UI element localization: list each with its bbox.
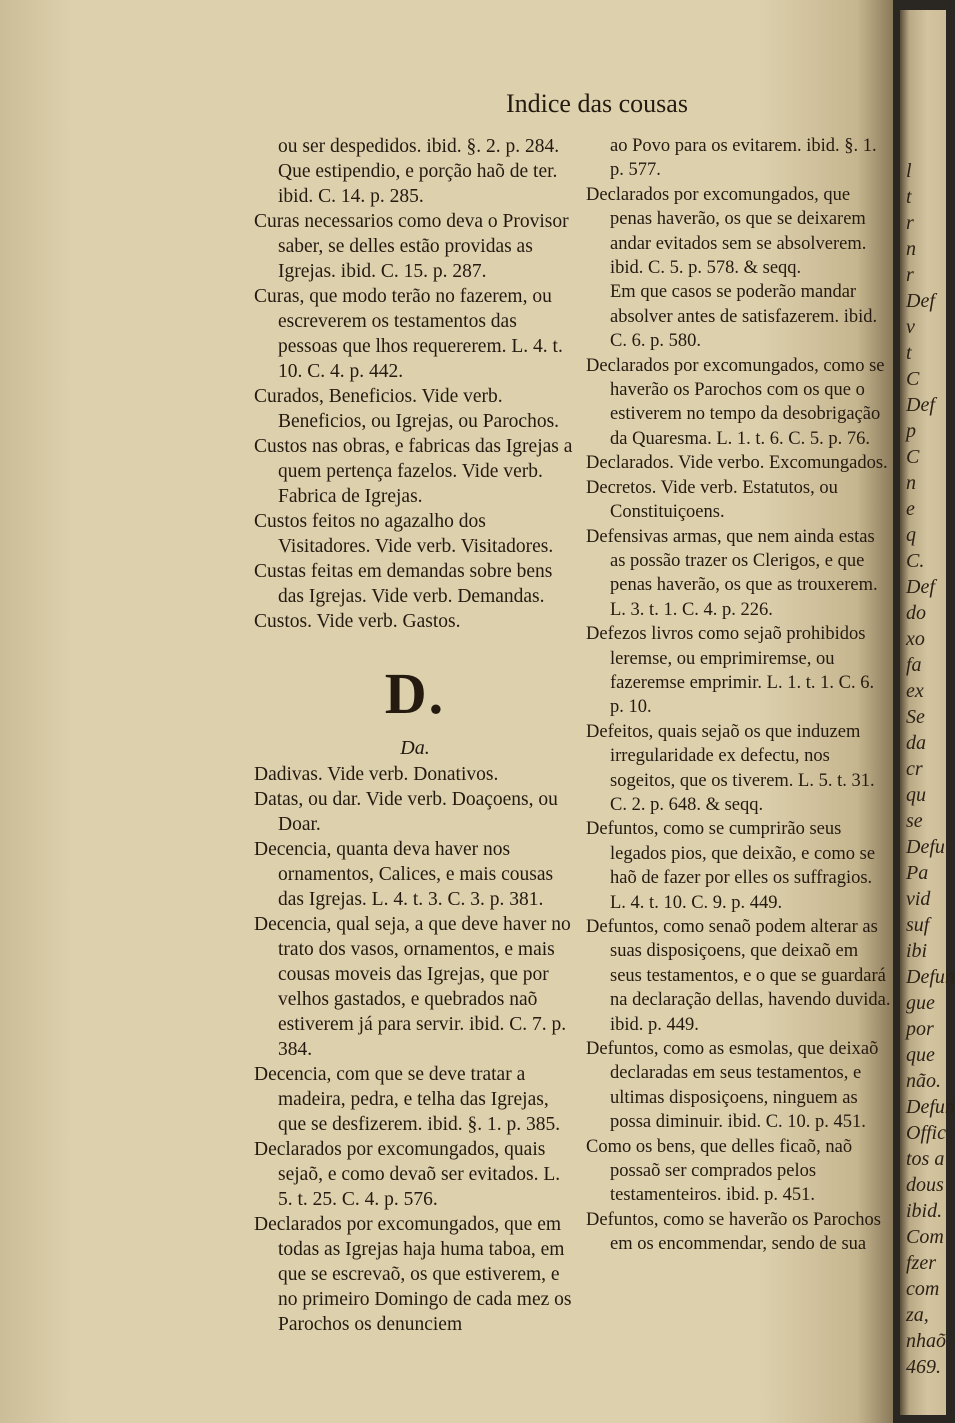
facing-fragment: za, [906,1304,929,1326]
facing-fragment: l [906,160,912,182]
facing-fragment: fa [906,654,922,676]
left-entries [254,134,576,634]
left-column [254,134,576,1337]
index-entry: Declarados por excomungados, como se haverão os Parochos com os que o estiverem no tempo da desobrigação da Quaresma. L. 1. t. 6. C. 5. p. 76. [586,355,885,449]
facing-fragment: ibid. [906,1200,943,1222]
index-entry: Declarados por excomungados, quais sejaõ, e como devaõ ser evitados. L. 5. t. 25. C. 4. p. 576. [254,1139,561,1210]
facing-fragment: e [906,498,915,520]
index-entry: Defuntos, como senaõ podem alterar as suas disposiçoens, que deixaõ em seus testamentos, e o que se guardará na declaração dellas, havendo duvida. ibid. p. 449. [586,917,891,1035]
facing-fragment: não. [906,1070,941,1092]
facing-fragment: C [906,368,920,390]
index-entry: ao Povo para os evitarem. ibid. §. 1. p. 577. [610,136,877,181]
index-entry: Defezos livros como sejaõ prohibidos leremse, ou emprimiremse, ou fazeremse emprimir. L. 1. t. 1. C. 6. p. 10. [586,624,875,718]
facing-fragment: cr [906,758,923,780]
index-entry: Decretos. Vide verb. Estatutos, ou Constituiçoens. [586,477,838,523]
facing-fragment: com [906,1278,940,1300]
facing-fragment: Defun [906,1096,955,1118]
facing-fragment: n [906,238,916,260]
index-entry: Custas feitas em demandas sobre bens das Igrejas. Vide verb. Demandas. [254,561,553,607]
facing-fragment: C. [906,550,925,572]
facing-fragment: Com [906,1226,944,1248]
index-entry: Datas, ou dar. Vide verb. Doaçoens, ou Doar. [254,789,558,835]
facing-fragment: nhaõ [906,1330,946,1352]
facing-fragment: por [906,1018,934,1040]
index-entry: Defuntos, como as esmolas, que deixaõ declaradas em seus testamentos, e ultimas disposiçoens, ninguem as possa diminuir. ibid. C. 10. p. 451. [586,1039,879,1133]
index-entry: Custos. Vide verb. Gastos. [254,611,461,632]
facing-fragment: r [906,212,914,234]
facing-fragment: ibi [906,940,928,962]
right-column [586,134,892,1257]
facing-fragment: 469. [906,1356,941,1378]
facing-fragment: r [906,264,914,286]
index-entry: Curas, que modo terão no fazerem, ou escreverem os testamentos das pessoas que lhos requererem. L. 4. t. 10. C. 4. p. 442. [254,286,563,382]
facing-fragment: Def [906,394,935,416]
index-entry: Defuntos, como se haverão os Parochos em os encommendar, sendo de sua [586,1209,881,1255]
facing-fragment: Offic [906,1122,946,1144]
page-header: Indice das cousas [506,89,688,118]
facing-fragment: n [906,472,916,494]
facing-fragment: p [906,420,916,442]
section-subhead: Da. [400,737,430,759]
facing-fragment: Defun [906,966,955,988]
facing-fragment: suf [906,914,930,936]
index-entry: Que estipendio, e porção haõ de ter. ibid. C. 14. p. 285. [278,161,558,207]
facing-fragment: q [906,524,916,546]
facing-fragment: que [906,1044,935,1066]
index-entry: Decencia, qual seja, a que deve haver no trato dos vasos, ornamentos, e mais cousas moveis das Igrejas, que por velhos gastados, e quebrados naõ estiverem já para servir. ibid. C. 7. p. 384. [254,914,571,1060]
facing-fragment: vid [906,888,931,910]
index-entry: Declarados por excomungados, que penas haverão, os que se deixarem andar evitados sem se absolverem. ibid. C. 5. p. 578. & seqq. [586,184,867,279]
index-entry: Decencia, quanta deva haver nos ornamentos, Calices, e mais cousas das Igrejas. L. 4. t. 3. C. 3. p. 381. [254,839,554,910]
index-entry: ou ser despedidos. ibid. §. 2. p. 284. [278,136,560,157]
index-entry: Decencia, com que se deve tratar a madeira, pedra, e telha das Igrejas, que se desfizerem. ibid. §. 1. p. 385. [254,1064,561,1135]
facing-fragment: Def [906,290,935,312]
index-entry: Custos nas obras, e fabricas das Igrejas a quem pertença fazelos. Vide verb. Fabrica de Igrejas. [254,436,573,507]
index-entry: Declarados por excomungados, que em todas as Igrejas haja huma taboa, em que se escrevaõ, os que estiverem, e no primeiro Domingo de cada mez os Parochos os denunciem [254,1214,572,1335]
facing-fragment: da [906,732,926,754]
facing-fragment: dous [906,1174,944,1196]
facing-fragment: gue [906,992,935,1014]
facing-fragment: qu [906,784,926,806]
index-entry: Defeitos, quais sejaõ os que induzem irregularidade ex defectu, nos sogeitos, que os tiverem. L. 5. t. 31. C. 2. p. 648. & seqq. [586,721,875,815]
index-entry: Em que casos se poderão mandar absolver antes de satisfazerem. ibid. C. 6. p. 580. [610,282,878,352]
section-letter: D. [384,661,446,726]
facing-fragment: Se [906,706,925,728]
facing-fragment: do [906,602,926,624]
right-entries [586,134,892,1257]
index-entry: Dadivas. Vide verb. Donativos. [254,764,499,785]
facing-fragment: fzer [906,1252,936,1274]
index-entry: Como os bens, que delles ficaõ, naõ possaõ ser comprados pelos testamenteiros. ibid. p. 451. [586,1136,853,1206]
facing-fragment: Defu [906,836,945,858]
facing-fragment: se [906,810,923,832]
facing-page-edge [900,10,955,1415]
index-entry: Curas necessarios como deva o Provisor saber, se delles estão providas as Igrejas. ibid. C. 15. p. 287. [254,211,569,282]
index-entry: Curados, Beneficios. Vide verb. Beneficios, ou Igrejas, ou Parochos. [254,386,560,432]
facing-fragment: Def [906,576,935,598]
index-entry: Defensivas armas, que nem ainda estas as possão trazer os Clerigos, e que penas haverão, os que as trouxerem. L. 3. t. 1. C. 4. p. 226. [586,526,878,620]
index-entry: Declarados. Vide verbo. Excomungados. [586,453,888,474]
index-entry: Custos feitos no agazalho dos Visitadores. Vide verb. Visitadores. [254,511,554,557]
index-entry: Defuntos, como se cumprirão seus legados pios, que deixão, e como se haõ de fazer por elles os suffragios. L. 4. t. 10. C. 9. p. 449. [586,819,876,913]
facing-fragment: t [906,342,912,364]
facing-fragment: Pa [906,862,929,884]
facing-fragment: xo [906,628,925,650]
facing-fragment: tos a [906,1148,945,1170]
facing-fragment: v [906,316,915,338]
facing-fragment: ex [906,680,924,702]
facing-fragment: t [906,186,912,208]
facing-fragment: C [906,446,920,468]
left-entries-d [254,762,576,1337]
